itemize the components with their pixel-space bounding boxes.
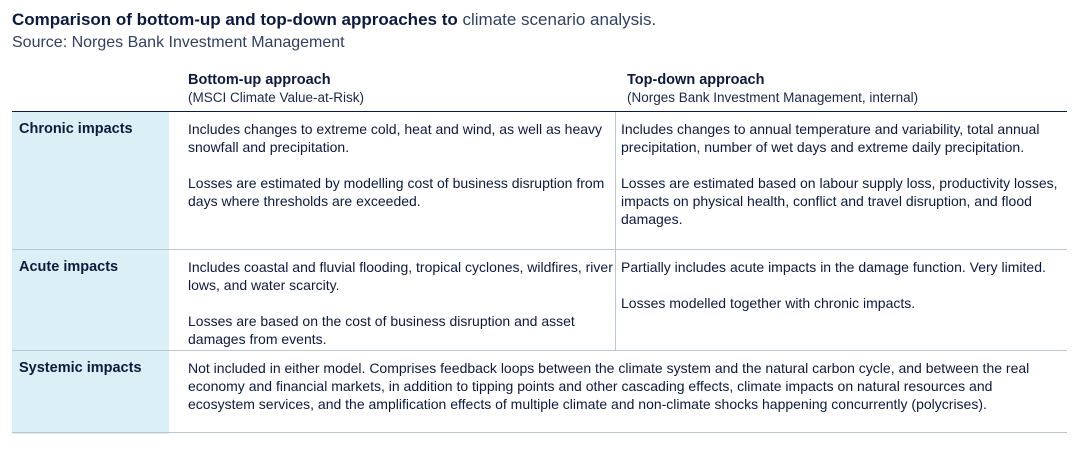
table-header bbox=[12, 69, 1067, 112]
cell-paragraph: Includes changes to annual temperature and variability, total annual precipitation, number of wet days and extreme daily precipitation. bbox=[621, 121, 1040, 155]
table-row-chronic bbox=[12, 112, 1067, 250]
header-bottom-up-title: Bottom-up approach bbox=[188, 72, 331, 88]
cell-gap bbox=[169, 351, 176, 434]
header-top-down-subtitle: (Norges Bank Investment Management, internal) bbox=[627, 90, 919, 105]
cell-paragraph: Includes changes to extreme cold, heat and wind, as well as heavy snowfall and precipitation. bbox=[188, 121, 603, 155]
cell-paragraph: Includes coastal and fluvial flooding, tropical cyclones, wildfires, river lows, and water scarcity. bbox=[188, 259, 613, 293]
heading-block bbox=[12, 8, 656, 54]
row-label-systemic: Systemic impacts bbox=[12, 351, 169, 434]
page-title bbox=[12, 8, 656, 32]
table-bottom-rule bbox=[12, 432, 1067, 433]
cell-acute-top-down bbox=[615, 250, 1067, 350]
table-row-acute bbox=[12, 250, 1067, 351]
cell-paragraph: Partially includes acute impacts in the damage function. Very limited. bbox=[621, 259, 1046, 275]
row-label-chronic: Chronic impacts bbox=[12, 112, 169, 249]
table-row-systemic bbox=[12, 351, 1067, 434]
comparison-table bbox=[12, 69, 1067, 434]
header-bottom-up-subtitle: (MSCI Climate Value-at-Risk) bbox=[188, 90, 365, 105]
cell-chronic-top-down bbox=[615, 112, 1067, 249]
header-top-down-title: Top-down approach bbox=[627, 72, 765, 88]
cell-paragraph: Not included in either model. Comprises feedback loops between the climate system and the natural carbon cycle, and between the real economy and financial markets, in addition to tipping points and other cascading effects, climate impacts on natural resources and ecosystem services, and the amplification effects of multiple climate and non-climate shocks happening concurrently (polycrises). bbox=[188, 360, 1030, 412]
cell-gap bbox=[169, 250, 176, 350]
cell-gap bbox=[169, 112, 176, 249]
cell-paragraph: Losses are estimated by modelling cost of business disruption from days where thresholds are exceeded. bbox=[188, 175, 605, 209]
row-label-acute: Acute impacts bbox=[12, 250, 169, 350]
source-note: Source: Norges Bank Investment Management bbox=[12, 34, 345, 51]
cell-paragraph: Losses modelled together with chronic impacts. bbox=[621, 295, 916, 311]
header-bottom-up bbox=[188, 71, 364, 107]
cell-acute-bottom-up bbox=[176, 250, 615, 350]
title-bold: Comparison of bottom-up and top-down approaches to bbox=[12, 10, 458, 29]
cell-paragraph: Losses are estimated based on labour supply loss, productivity losses, impacts on physical health, conflict and travel disruption, and flood damages. bbox=[621, 175, 1058, 227]
title-rest: climate scenario analysis. bbox=[462, 10, 657, 29]
header-top-down bbox=[627, 71, 918, 107]
cell-chronic-bottom-up bbox=[176, 112, 615, 249]
cell-systemic-combined bbox=[176, 351, 1067, 434]
cell-paragraph: Losses are based on the cost of business disruption and asset damages from events. bbox=[188, 313, 575, 347]
